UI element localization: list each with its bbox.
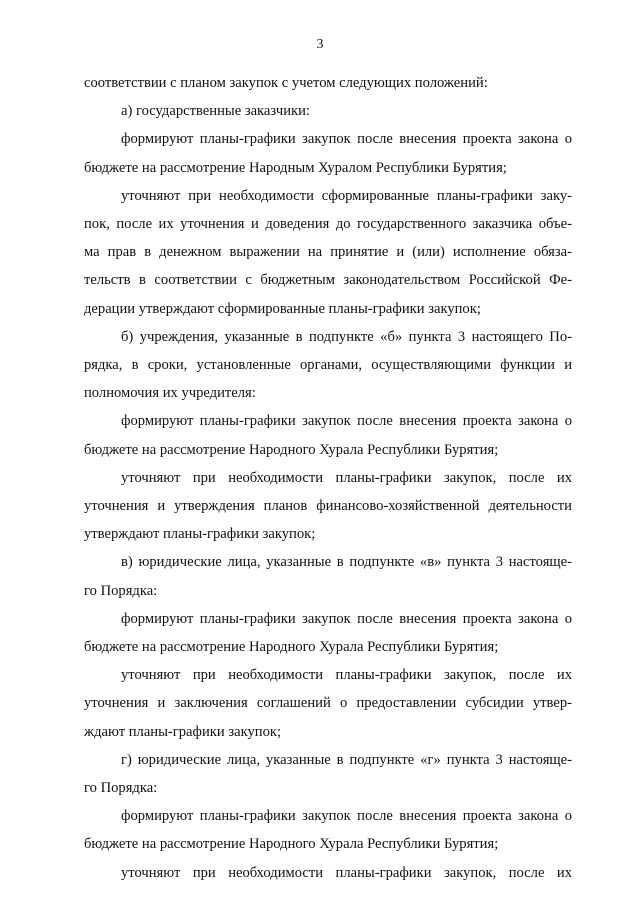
- text-line: б) учреждения, указанные в подпункте «б» пункта 3 настоящего По-: [121, 328, 572, 345]
- document-body: [84, 69, 572, 887]
- text-line: уточняют при необходимости планы-графики закупок, после их: [121, 667, 572, 684]
- text-line: бюджете на рассмотрение Народного Хурала Республики Бурятия;: [84, 441, 499, 458]
- paragraph: [84, 464, 572, 549]
- text-line: бюджете на рассмотрение Народного Хурала Республики Бурятия;: [84, 836, 499, 853]
- text-line: формируют планы-графики закупок после внесения проекта закона о: [121, 610, 572, 627]
- paragraph: [84, 548, 572, 604]
- text-line: полномочия их учредителя:: [84, 385, 256, 402]
- text-line: ждают планы-графики закупок;: [84, 723, 282, 740]
- text-line: бюджете на рассмотрение Народным Хуралом Республики Бурятия;: [84, 159, 507, 176]
- text-line: тельств в соответствии с бюджетным законодательством Российской Фе-: [84, 272, 572, 289]
- paragraph: [84, 859, 572, 887]
- text-line: бюджете на рассмотрение Народного Хурала Республики Бурятия;: [84, 639, 499, 656]
- paragraph: [84, 69, 572, 97]
- text-line: соответствии с планом закупок с учетом следующих положений:: [84, 75, 488, 91]
- text-line: уточнения и утверждения планов финансово-хозяйственной деятельности: [84, 498, 572, 515]
- paragraph: [84, 605, 572, 661]
- paragraph: [84, 182, 572, 323]
- paragraph: [84, 802, 572, 858]
- paragraph: [84, 746, 572, 802]
- text-line: рядка, в сроки, установленные органами, осуществляющими функции и: [84, 357, 572, 374]
- text-line: уточняют при необходимости планы-графики закупок, после их: [121, 469, 572, 486]
- text-line: уточнения и заключения соглашений о предоставлении субсидии утвер-: [84, 695, 572, 712]
- text-line: го Порядка:: [84, 582, 158, 599]
- text-line: г) юридические лица, указанные в подпункте «г» пункта 3 настояще-: [121, 751, 572, 768]
- text-line: формируют планы-графики закупок после внесения проекта закона о: [121, 808, 572, 825]
- paragraph: [84, 661, 572, 746]
- text-line: ма прав в денежном выражении на принятие и (или) исполнение обяза-: [84, 244, 572, 261]
- text-line: формируют планы-графики закупок после внесения проекта закона о: [121, 413, 572, 430]
- paragraph: [84, 407, 572, 463]
- text-line: утверждают планы-графики закупок;: [84, 526, 316, 543]
- paragraph: [84, 323, 572, 408]
- text-line: уточняют при необходимости сформированные планы-графики заку-: [121, 187, 572, 204]
- text-line: дерации утверждают сформированные планы-графики закупок;: [84, 300, 481, 317]
- text-line: пок, после их уточнения и доведения до государственного заказчика объе-: [84, 216, 572, 233]
- text-line: а) государственные заказчики:: [121, 103, 310, 120]
- text-line: го Порядка:: [84, 780, 158, 797]
- text-line: уточняют при необходимости планы-графики закупок, после их: [121, 864, 572, 881]
- paragraph: [84, 97, 572, 125]
- paragraph: [84, 125, 572, 181]
- text-line: в) юридические лица, указанные в подпункте «в» пункта 3 настояще-: [121, 554, 572, 571]
- page-number: 3: [316, 37, 324, 52]
- text-line: формируют планы-графики закупок после внесения проекта закона о: [121, 131, 572, 148]
